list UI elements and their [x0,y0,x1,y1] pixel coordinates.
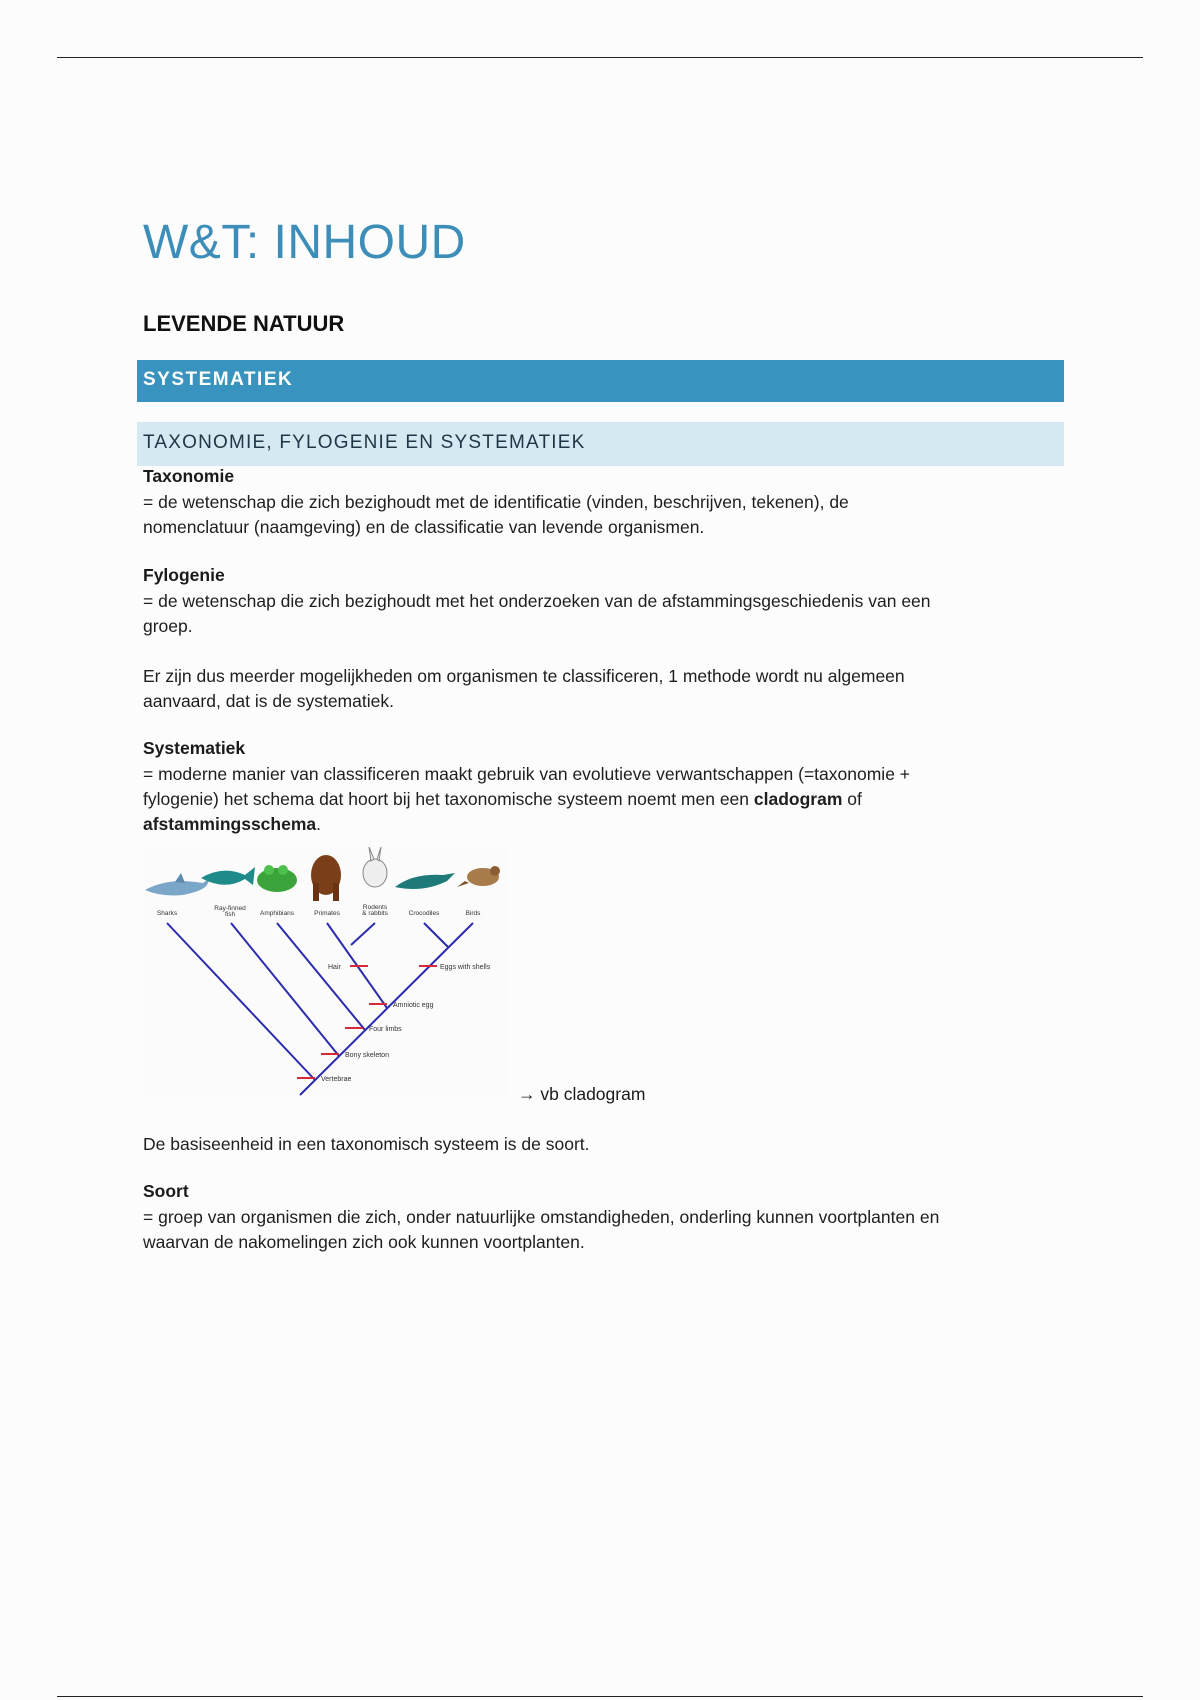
soort-line2: waarvan de nakomelingen zich ook kunnen voortplanten. [143,1232,585,1252]
afstammingsschema-term: afstammingsschema [143,814,317,834]
cladogram-caption: → vb cladogram [518,1084,646,1104]
taxon-label: Rodents [362,904,388,911]
primate-icon [311,855,341,901]
taxon-label: fish [224,911,236,918]
top-rule [57,57,1143,58]
section-bar-systematiek [137,360,1064,402]
paragraph-line1: Er zijn dus meerder mogelijkheden om organismen te classificeren, 1 methode wordt nu algemeen [143,666,905,686]
systematiek-line2-text: fylogenie) het schema dat hoort bij het taxonomische systeem noemt men een [143,789,754,809]
systematiek-line2 [143,787,1063,812]
taxonomie-line1: = de wetenschap die zich bezighoudt met de identificatie (vinden, beschrijven, tekenen), de [143,492,849,512]
systematiek-line3 [143,812,1063,837]
term-fylogenie: Fylogenie [143,565,225,585]
cladogram-image [143,845,508,1102]
taxon-label: Crocodiles [408,910,440,917]
fylogenie-line1: = de wetenschap die zich bezighoudt met het onderzoeken van de afstammingsgeschiedenis van een [143,591,931,611]
trait-label: Amniotic egg [393,1002,434,1009]
taxon-label: Birds [465,910,481,917]
heading-levende-natuur: LEVENDE NATUUR [143,311,345,336]
taxon-label: & rabbits [362,910,388,917]
taxon-label: Primates [314,910,340,917]
trait-label: Bony skeleton [345,1052,389,1059]
term-systematiek: Systematiek [143,738,246,758]
term-taxonomie: Taxonomie [143,466,235,486]
term-soort: Soort [143,1181,189,1201]
taxon-label: Sharks [156,910,178,917]
page-title: W&T: INHOUD [143,216,466,269]
trait-label: Eggs with shells [440,964,491,971]
taxon-label: Amphibians [260,910,294,917]
taxon-label: Ray-finned [214,905,246,912]
paragraph-line2: aanvaard, dat is de systematiek. [143,691,394,711]
bottom-rule [57,1696,1143,1697]
trait-label: Vertebrae [321,1076,352,1083]
systematiek-line2-end: of [842,789,862,809]
systematiek-line1: = moderne manier van classificeren maakt gebruik van evolutieve verwantschappen (=taxonomie + [143,764,911,784]
trait-label: Hair [328,964,341,971]
subsection-bar [137,422,1064,466]
subsection-bar-label: TAXONOMIE, FYLOGENIE EN SYSTEMATIEK [143,432,586,453]
section-bar-label: SYSTEMATIEK [143,369,294,390]
trait-label: Four limbs [369,1026,402,1033]
soort-line1: = groep van organismen die zich, onder natuurlijke omstandigheden, onderling kunnen voortplanten en [143,1207,940,1227]
basis-sentence: De basiseenheid in een taxonomisch systeem is de soort. [143,1134,590,1154]
systematiek-line3-end: . [316,814,322,834]
taxonomie-line2: nomenclatuur (naamgeving) en de classificatie van levende organismen. [143,517,705,537]
cladogram-term: cladogram [753,789,843,809]
fylogenie-line2: groep. [143,616,193,636]
